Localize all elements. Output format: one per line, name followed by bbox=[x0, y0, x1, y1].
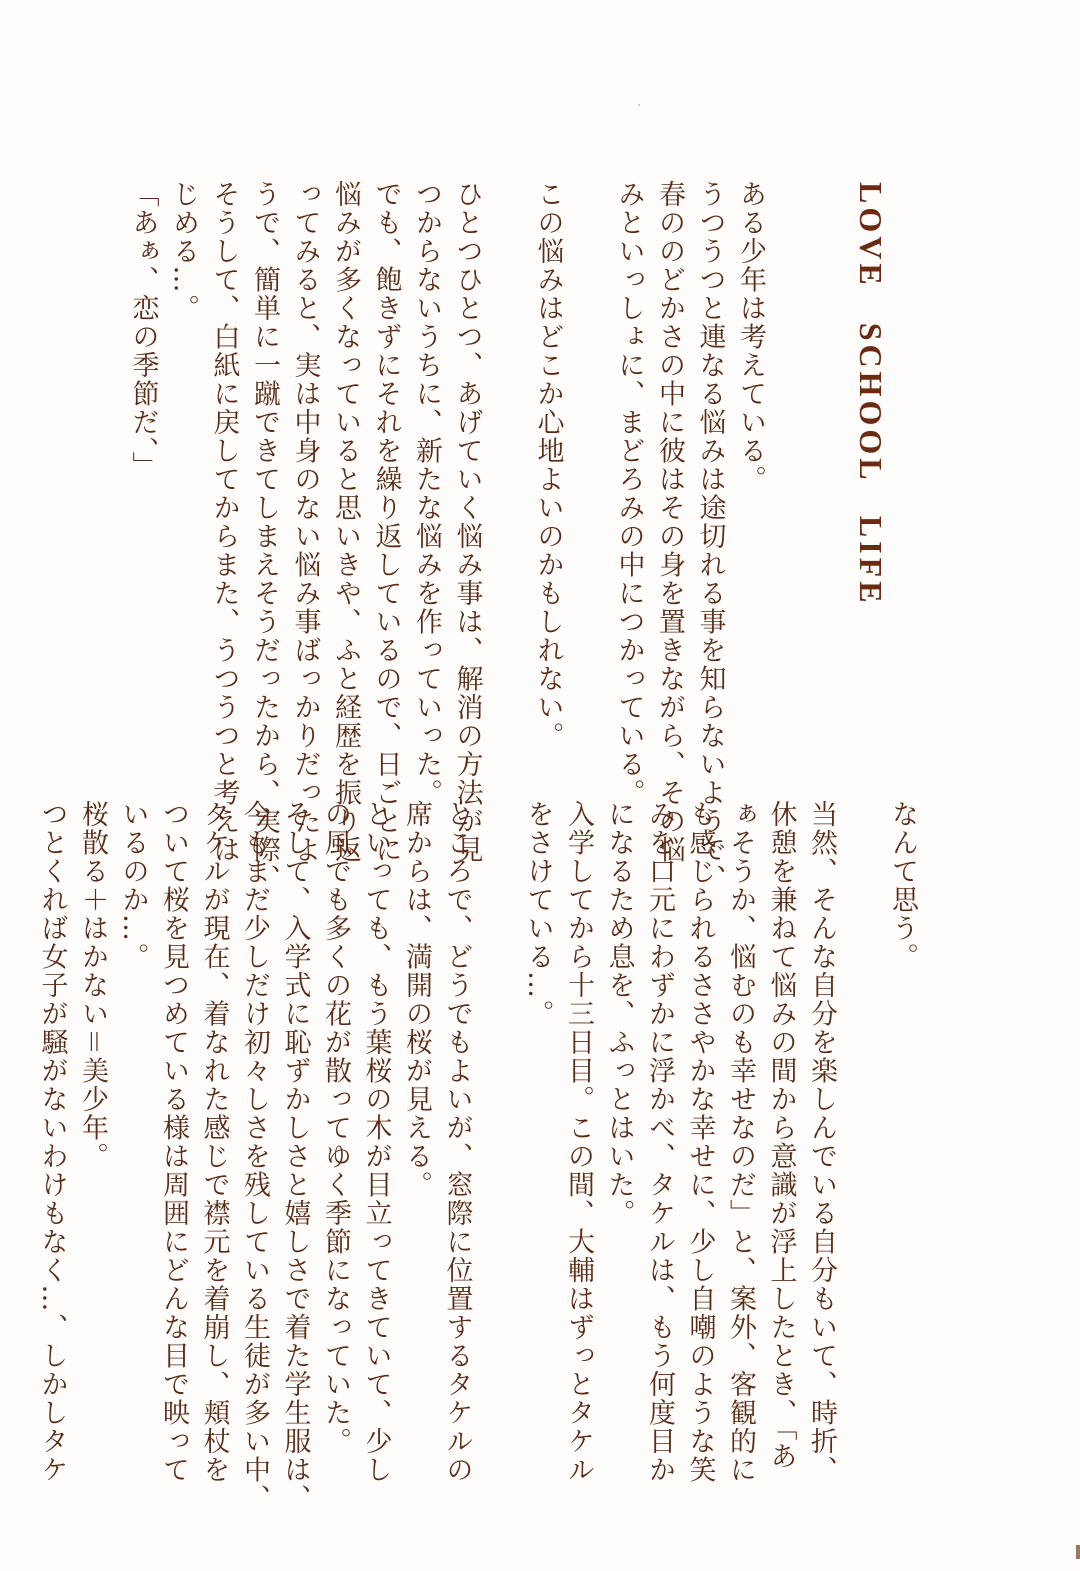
text-line: 当然、そんな自分を楽しんでいる自分もいて、時折、 bbox=[806, 800, 837, 1484]
text-line: そうして、白紙に戻してからまた、うつうつと考えは bbox=[208, 180, 240, 864]
paper-speck bbox=[638, 104, 640, 106]
upper-text-block bbox=[122, 180, 770, 893]
paragraph-gap bbox=[487, 180, 528, 893]
text-line: 休憩を兼ねて悩みの間から意識が浮上したとき、「あ bbox=[765, 800, 797, 1471]
page-title: LOVE SCHOOL LIFE bbox=[853, 182, 889, 607]
text-line: つとくれば女子が騒がないわけもなく…、しかしタケ bbox=[36, 800, 68, 1484]
text-line: ぁそうか、悩むのも幸せなのだ」と、案外、客観的に bbox=[725, 800, 756, 1484]
text-line: タケルが現在、着なれた感じで襟元を着崩し、頬杖を bbox=[198, 800, 230, 1484]
text-line: ついて桜を見つめている様は周囲にどんな目で映って bbox=[158, 800, 189, 1484]
paragraph-gap bbox=[841, 800, 882, 1513]
text-line: ところで、どうでもよいが、窓際に位置するタケルの bbox=[441, 800, 473, 1484]
text-line: なんて思う。 bbox=[887, 800, 918, 971]
text-line: みといっしょに、まどろみの中につかっている。 bbox=[613, 180, 645, 807]
text-line: じめる…。 bbox=[168, 180, 199, 323]
text-line: 悩みが多くなっていると思いきや、ふと経歴を振り返 bbox=[330, 180, 361, 864]
text-line: いるのか…。 bbox=[117, 800, 149, 971]
text-line: ってみると、実は中身のない悩み事ばっかりだったよ bbox=[289, 180, 321, 864]
text-line: の風でも多くの花が散ってゆく季節になっていた。 bbox=[320, 800, 351, 1456]
text-line: 入学してから十三日目。この間、大輔はずっとタケル bbox=[563, 800, 594, 1484]
text-line: そして、入学式に恥ずかしさと嬉しさで着た学生服は、 bbox=[279, 800, 311, 1513]
text-line: 席からは、満開の桜が見える。 bbox=[401, 800, 432, 1199]
text-line: といっても、もう葉桜の木が目立ってきていて、少し bbox=[360, 800, 392, 1484]
text-line: 桜散る＋はかない＝美少年。 bbox=[77, 800, 108, 1171]
text-line: みを口元にわずかに浮かべ、タケルは、もう何度目か bbox=[644, 800, 675, 1484]
text-line: 「あぁ、恋の季節だ、」 bbox=[127, 180, 159, 480]
text-line: ある少年は考えている。 bbox=[735, 180, 766, 494]
text-line: でも、飽きずにそれを繰り返しているので、日ごとに bbox=[370, 180, 402, 864]
text-line: になるため息を、ふっとはいた。 bbox=[603, 800, 635, 1228]
lower-text-block bbox=[31, 800, 922, 1513]
text-line: つからないうちに、新たな悩みを作っていった。 bbox=[411, 180, 442, 807]
text-line: も感じられるささやかな幸せに、少し自嘲のような笑 bbox=[684, 800, 716, 1484]
text-line: をさけている…。 bbox=[522, 800, 554, 1028]
text-line: この悩みはどこか心地よいのかもしれない。 bbox=[532, 180, 564, 750]
text-line: 春ののどかさの中に彼はその身を置きながら、その悩 bbox=[654, 180, 685, 864]
paragraph-gap bbox=[568, 180, 609, 893]
text-line: うで、簡単に一蹴できてしまえそうだったから、実際、 bbox=[249, 180, 280, 893]
paragraph-gap bbox=[477, 800, 518, 1513]
text-line: ひとつひとつ、あげていく悩み事は、解消の方法が見 bbox=[451, 180, 483, 864]
text-line: うつうつと連なる悩みは途切れる事を知らないようで、 bbox=[694, 180, 726, 893]
text-line: 今もまだ少しだけ初々しさを残している生徒が多い中、 bbox=[239, 800, 270, 1513]
page-edge-mark bbox=[1076, 1545, 1080, 1559]
